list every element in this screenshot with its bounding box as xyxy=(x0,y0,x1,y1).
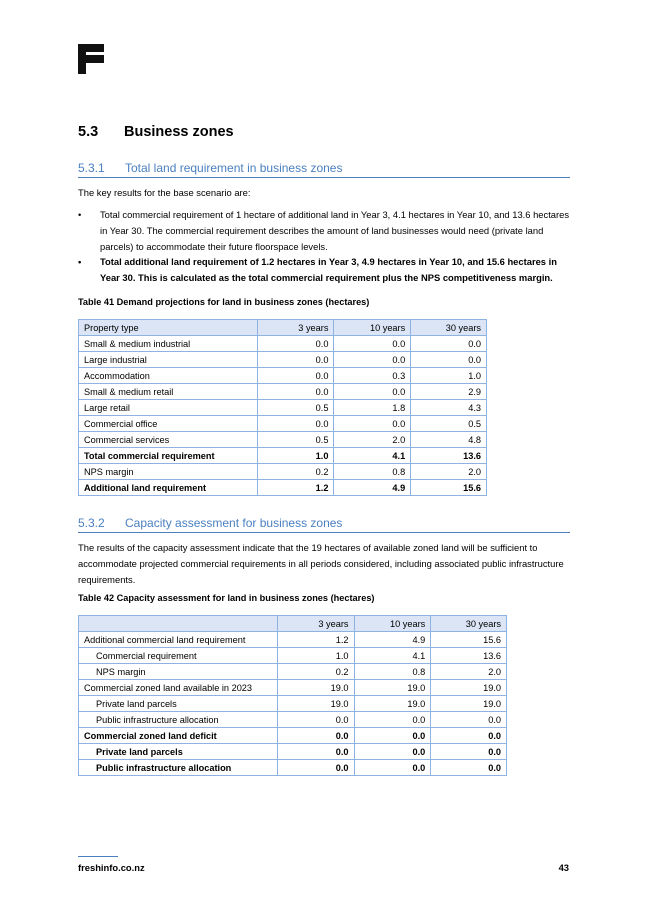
row-label: Large retail xyxy=(79,400,258,416)
row-label: Commercial services xyxy=(79,432,258,448)
table-total-row xyxy=(79,728,507,744)
table-cell: 13.6 xyxy=(431,648,507,664)
table-cell: 0.5 xyxy=(257,432,334,448)
table-cell: 0.2 xyxy=(257,464,334,480)
table-row xyxy=(79,368,487,384)
table-cell: 0.0 xyxy=(277,760,354,776)
table-cell: 0.0 xyxy=(277,728,354,744)
table-cell: 1.2 xyxy=(277,632,354,648)
table-cell: 0.0 xyxy=(411,336,487,352)
table-cell: 2.0 xyxy=(334,432,411,448)
table-cell: 19.0 xyxy=(277,696,354,712)
table-cell: 0.0 xyxy=(334,352,411,368)
table-42-caption: Table 42 Capacity assessment for land in business zones (hectares) xyxy=(78,593,375,603)
table-cell: 2.0 xyxy=(431,664,507,680)
bullet-icon: • xyxy=(78,256,82,268)
table-cell: 19.0 xyxy=(431,680,507,696)
table-cell: 0.0 xyxy=(257,336,334,352)
subsection-heading-land-requirement xyxy=(78,161,570,178)
table-cell: 0.0 xyxy=(277,744,354,760)
table-total-row xyxy=(79,744,507,760)
row-label: Private land parcels xyxy=(79,696,278,712)
row-label: Small & medium retail xyxy=(79,384,258,400)
table-cell: 1.0 xyxy=(277,648,354,664)
table-header-row xyxy=(79,320,487,336)
table-row xyxy=(79,648,507,664)
page-number: 43 xyxy=(558,862,569,873)
column-header: 30 years xyxy=(431,616,507,632)
footer-divider xyxy=(78,856,118,857)
table-cell: 13.6 xyxy=(411,448,487,464)
row-label: Public infrastructure allocation xyxy=(79,760,278,776)
row-label: Accommodation xyxy=(79,368,258,384)
list-item-text: Total commercial requirement of 1 hectare of additional land in Year 3, 4.1 hectares in Year 10, and 13.6 hectares in Year 30. The commercial requirement describes the amount of land businesses would need (private land parcels) to accommodate their future floorspace levels. xyxy=(100,209,570,252)
table-cell: 0.8 xyxy=(354,664,431,680)
key-results-list xyxy=(78,207,570,286)
table-cell: 0.0 xyxy=(354,728,431,744)
table-cell: 15.6 xyxy=(411,480,487,496)
table-cell: 0.0 xyxy=(431,728,507,744)
section-heading xyxy=(78,124,234,140)
table-cell: 4.1 xyxy=(334,448,411,464)
table-cell: 0.0 xyxy=(354,712,431,728)
table-row xyxy=(79,384,487,400)
table-row xyxy=(79,464,487,480)
table-cell: 0.0 xyxy=(354,744,431,760)
table-cell: 0.5 xyxy=(257,400,334,416)
table-row xyxy=(79,712,507,728)
table-cell: 0.0 xyxy=(354,760,431,776)
table-cell: 0.0 xyxy=(334,336,411,352)
table-cell: 0.2 xyxy=(277,664,354,680)
table-cell: 15.6 xyxy=(431,632,507,648)
capacity-paragraph: The results of the capacity assessment indicate that the 19 hectares of available zoned land will be sufficient to accommodate projected commercial requirements in all periods considered, including associated public infrastructure requirements. xyxy=(78,542,564,585)
table-cell: 4.9 xyxy=(354,632,431,648)
table-cell: 19.0 xyxy=(354,696,431,712)
list-item-text: Total additional land requirement of 1.2 hectares in Year 3, 4.9 hectares in Year 10, and 15.6 hectares in Year 30. This is calculated as the total commercial requirement plus the NPS competitiveness margin. xyxy=(100,256,557,284)
table-row xyxy=(79,664,507,680)
table-cell: 4.1 xyxy=(354,648,431,664)
table-cell: 1.2 xyxy=(257,480,334,496)
table-cell: 4.8 xyxy=(411,432,487,448)
table-cell: 0.0 xyxy=(257,352,334,368)
row-label: NPS margin xyxy=(79,664,278,680)
table-row xyxy=(79,400,487,416)
footer-website-link[interactable]: freshinfo.co.nz xyxy=(78,862,145,873)
column-header xyxy=(79,616,278,632)
table-row xyxy=(79,336,487,352)
table-cell: 0.0 xyxy=(277,712,354,728)
capacity-assessment-table xyxy=(78,615,507,776)
column-header: 10 years xyxy=(354,616,431,632)
table-cell: 0.0 xyxy=(411,352,487,368)
table-row xyxy=(79,632,507,648)
subsection-title: Capacity assessment for business zones xyxy=(125,516,343,530)
table-cell: 19.0 xyxy=(277,680,354,696)
bullet-icon: • xyxy=(78,209,82,220)
table-cell: 1.0 xyxy=(257,448,334,464)
table-row xyxy=(79,352,487,368)
table-cell: 4.3 xyxy=(411,400,487,416)
row-label: Commercial zoned land deficit xyxy=(79,728,278,744)
table-total-row xyxy=(79,448,487,464)
row-label: Private land parcels xyxy=(79,744,278,760)
table-total-row xyxy=(79,480,487,496)
table-cell: 19.0 xyxy=(431,696,507,712)
table-cell: 0.0 xyxy=(431,744,507,760)
subsection-number: 5.3.1 xyxy=(78,161,105,175)
table-cell: 0.0 xyxy=(257,384,334,400)
list-item xyxy=(78,207,570,254)
column-header: 3 years xyxy=(277,616,354,632)
table-header-row xyxy=(79,616,507,632)
row-label: Commercial requirement xyxy=(79,648,278,664)
row-label: Total commercial requirement xyxy=(79,448,258,464)
table-cell: 1.8 xyxy=(334,400,411,416)
table-row xyxy=(79,432,487,448)
table-cell: 19.0 xyxy=(354,680,431,696)
table-cell: 0.0 xyxy=(257,416,334,432)
section-number: 5.3 xyxy=(78,124,99,140)
table-row xyxy=(79,680,507,696)
table-cell: 0.5 xyxy=(411,416,487,432)
table-cell: 0.0 xyxy=(431,712,507,728)
table-cell: 0.8 xyxy=(334,464,411,480)
table-cell: 1.0 xyxy=(411,368,487,384)
table-cell: 2.0 xyxy=(411,464,487,480)
demand-projections-table xyxy=(78,319,487,496)
table-41-caption: Table 41 Demand projections for land in business zones (hectares) xyxy=(78,297,370,307)
table-cell: 0.0 xyxy=(334,416,411,432)
row-label: Additional commercial land requirement xyxy=(79,632,278,648)
table-cell: 0.0 xyxy=(431,760,507,776)
table-row xyxy=(79,416,487,432)
intro-paragraph: The key results for the base scenario are: xyxy=(78,187,251,198)
section-title: Business zones xyxy=(124,124,234,140)
row-label: Commercial office xyxy=(79,416,258,432)
table-total-row xyxy=(79,760,507,776)
column-header: 3 years xyxy=(257,320,334,336)
table-cell: 4.9 xyxy=(334,480,411,496)
table-cell: 2.9 xyxy=(411,384,487,400)
list-item xyxy=(78,254,570,286)
row-label: NPS margin xyxy=(79,464,258,480)
subsection-title: Total land requirement in business zones xyxy=(125,161,343,175)
subsection-number: 5.3.2 xyxy=(78,516,105,530)
column-header: 30 years xyxy=(411,320,487,336)
row-label: Large industrial xyxy=(79,352,258,368)
table-cell: 0.0 xyxy=(334,384,411,400)
column-header: 10 years xyxy=(334,320,411,336)
row-label: Additional land requirement xyxy=(79,480,258,496)
table-row xyxy=(79,696,507,712)
row-label: Public infrastructure allocation xyxy=(79,712,278,728)
table-cell: 0.3 xyxy=(334,368,411,384)
column-header: Property type xyxy=(79,320,258,336)
brand-logo-icon xyxy=(78,44,104,74)
subsection-heading-capacity xyxy=(78,516,570,533)
row-label: Commercial zoned land available in 2023 xyxy=(79,680,278,696)
table-cell: 0.0 xyxy=(257,368,334,384)
row-label: Small & medium industrial xyxy=(79,336,258,352)
